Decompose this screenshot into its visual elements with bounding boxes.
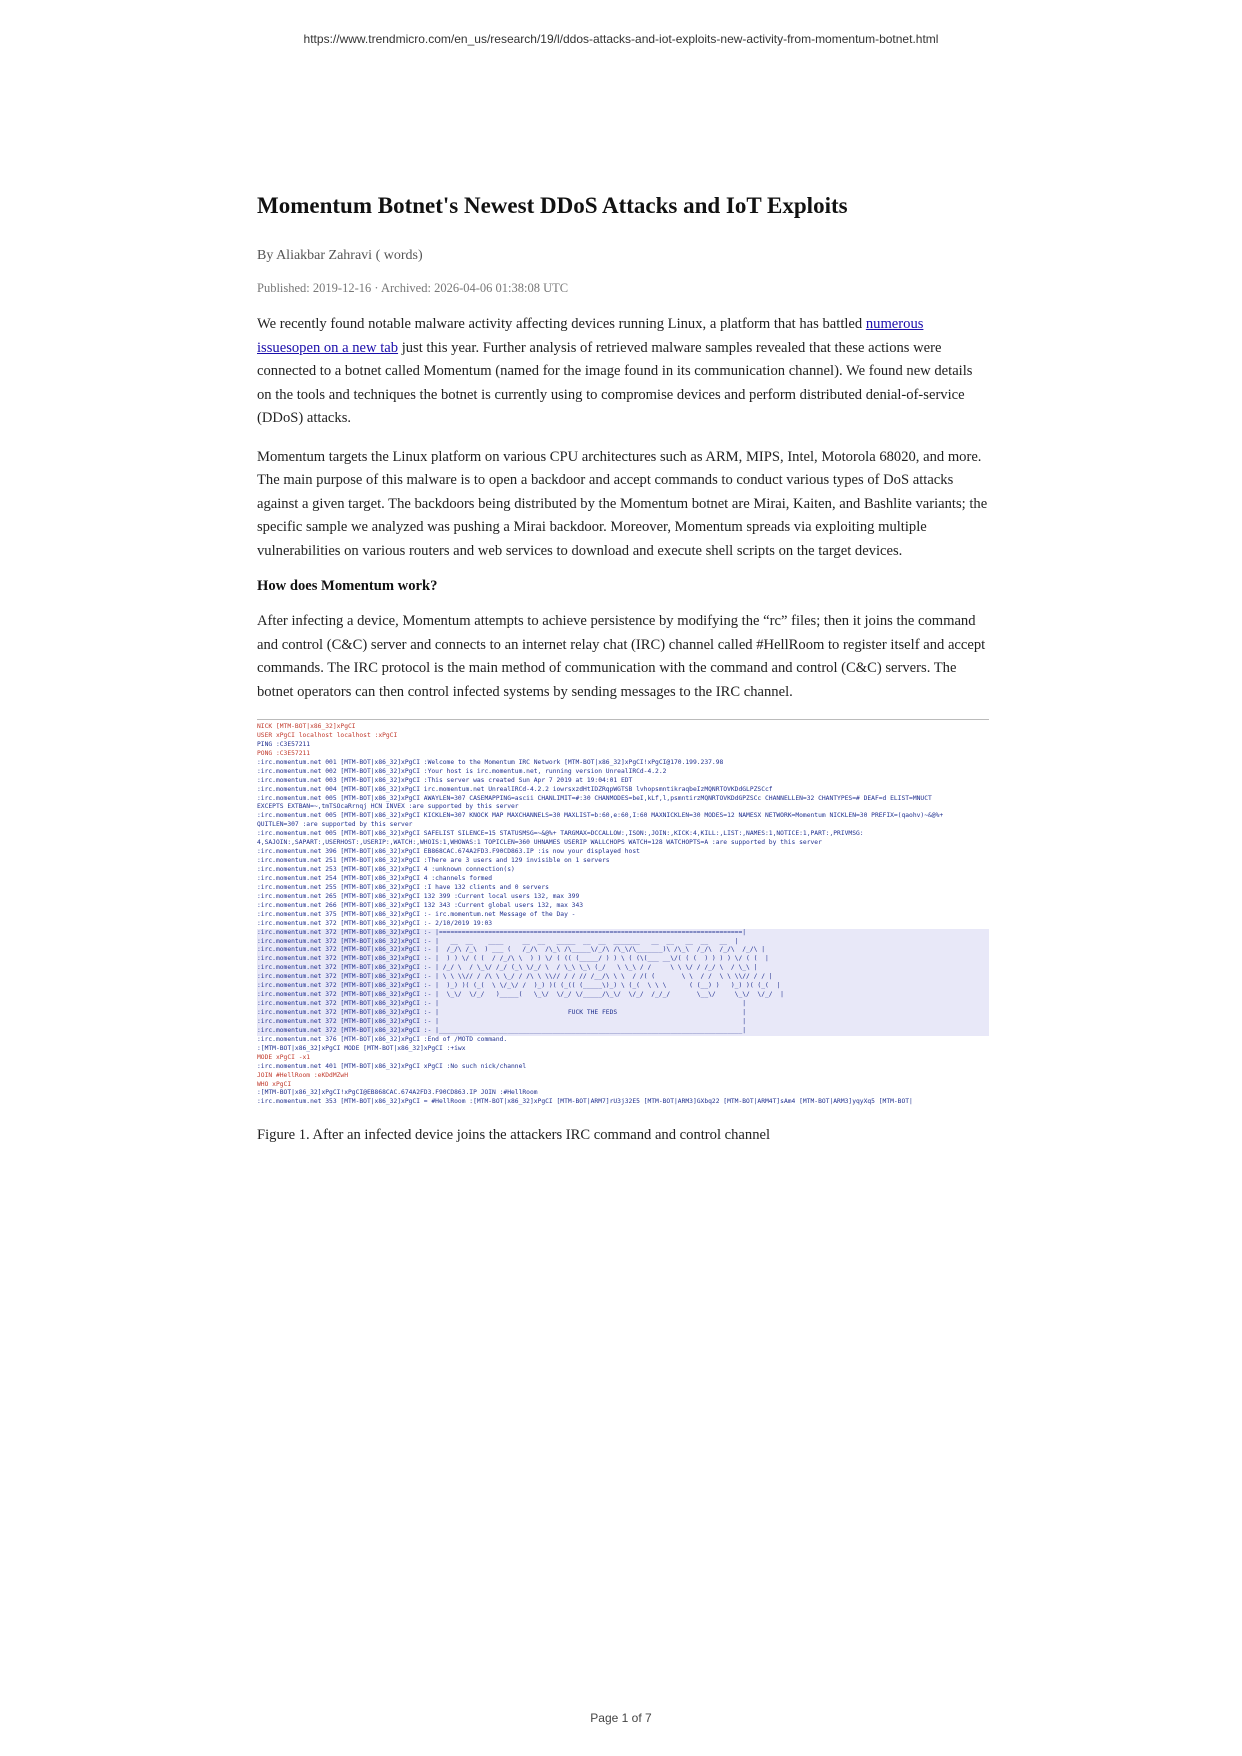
irc-log-line: :irc.momentum.net 372 [MTM-BOT|x86_32]xPgCI :- | FUCK THE FEDS | — [257, 1009, 989, 1018]
section-heading: How does Momentum work? — [257, 578, 438, 594]
irc-log-line: :irc.momentum.net 372 [MTM-BOT|x86_32]xPgCI :- | \ \ \\// / /\ \ \_/ / /\ \ \\// / / // /__/\ \ \ / /( ( \ \ / / \ \ \\// / / | — [257, 973, 989, 982]
irc-log-line: :irc.momentum.net 001 [MTM-BOT|x86_32]xPgCI :Welcome to the Momentum IRC Network [MTM-BOT|x86_32]xPgCI!xPgCI@170.199.237.98 — [257, 758, 724, 766]
numerous-issues-link[interactable]: numerous issuesopen on a new tab — [257, 316, 924, 356]
irc-log-line: 4,SAJOIN:,SAPART:,USERHOST:,USERIP:,WATCH:,WHOIS:1,WHOWAS:1 TOPICLEN=360 UHNAMES USERIP WALLCHOPS WATCH=128 WATCHOPTS=A :are supported by this server — [257, 839, 822, 847]
irc-log-line: :irc.momentum.net 003 [MTM-BOT|x86_32]xPgCI :This server was created Sun Apr 7 2019 at 19:04:01 EDT — [257, 776, 633, 784]
irc-log-line: :irc.momentum.net 372 [MTM-BOT|x86_32]xPgCI :- | | — [257, 1018, 989, 1027]
irc-log-line: PING :C3E57211 — [257, 740, 311, 748]
irc-log-line: :irc.momentum.net 251 [MTM-BOT|x86_32]xPgCI :There are 3 users and 129 invisible on 1 servers — [257, 857, 610, 865]
irc-log-line: EXCEPTS EXTBAN=~,tmTSOcaRrnqj HCN INVEX :are supported by this server — [257, 803, 519, 811]
irc-log-line: :irc.momentum.net 372 [MTM-BOT|x86_32]xPgCI :- | /_/\ /_\ ) ___ ( /_/\ /\_\ /\_____\/_/\ /\_\/\_______)\ /\_\ /_/\ /_/\ /_/\ | — [257, 946, 989, 955]
intro-text-end: just this year. Further analysis of retrieved malware samples revealed that these actions were connected to a botnet called Momentum (named for the image found in its communication channel). We found new details on the tools and techniques the botnet is currently using to compromise devices and perform distributed denial-of-service (DDoS) attacks. — [257, 339, 973, 426]
irc-log-line: :irc.momentum.net 375 [MTM-BOT|x86_32]xPgCI :- irc.momentum.net Message of the Day - — [257, 910, 576, 918]
irc-log-line: :irc.momentum.net 265 [MTM-BOT|x86_32]xPgCI 132 399 :Current local users 132, max 399 — [257, 892, 580, 900]
irc-log-line: QUITLEN=307 :are supported by this server — [257, 821, 413, 829]
irc-log-line: :irc.momentum.net 266 [MTM-BOT|x86_32]xPgCI 132 343 :Current global users 132, max 343 — [257, 901, 584, 909]
irc-log-line: :irc.momentum.net 372 [MTM-BOT|x86_32]xPgCI :- | /_/ \ / \_\/ /_/ (_\ \/_/ \ / \_\ \_\ (_/ \ \_\ / / \ \ \/ / /_/ \ / \_\ | — [257, 964, 989, 973]
irc-log-line: :irc.momentum.net 005 [MTM-BOT|x86_32]xPgCI AWAYLEN=307 CASEMAPPING=ascii CHANLIMIT=#:30 CHANMODES=beI,kLf,l,psmntirzMQNRTOVKDdGPZSCc CHANNELLEN=32 CHANTYPES=# DEAF=d ELIST=MNUCT — [257, 794, 932, 802]
article — [257, 190, 989, 1144]
irc-log-figure — [257, 719, 989, 1105]
irc-log-line: :irc.momentum.net 353 [MTM-BOT|x86_32]xPgCI = #HellRoom :[MTM-BOT|x86_32]xPgCI [MTM-BOT|ARM7]rU3j32E5 [MTM-BOT|ARM3]GXbq22 [MTM-BOT|ARM4T]sAm4 [MTM-BOT|ARM3]yqyXq5 [MTM-BOT| — [257, 1098, 913, 1105]
irc-log-line: :irc.momentum.net 005 [MTM-BOT|x86_32]xPgCI KICKLEN=307 KNOCK MAP MAXCHANNELS=30 MAXLIST=b:60,e:60,I:60 MAXNICKLEN=30 MODES=12 NAMESX NETWORK=Momentum NICKLEN=30 PREFIX=(qaohv)~&@%+ — [257, 812, 944, 820]
irc-log-line: :irc.momentum.net 372 [MTM-BOT|x86_32]xPgCI :- | ) ) \/ ( ( / /_/\ \ ) ) \/ ( (( (_____/ ) ) \ ( (\(___ __\/( ( ( ) ) ) ) \/ ( ( | — [257, 955, 989, 964]
irc-log-line: :irc.momentum.net 396 [MTM-BOT|x86_32]xPgCI EB868CAC.674A2FD3.F90CD863.IP :is now your displayed host — [257, 848, 640, 856]
irc-log-line: MODE xPgCI -x1 — [257, 1053, 311, 1061]
irc-log-line: :irc.momentum.net 002 [MTM-BOT|x86_32]xPgCI :Your host is irc.momentum.net, running version UnrealIRCd-4.2.2 — [257, 767, 667, 775]
irc-log-line: :irc.momentum.net 372 [MTM-BOT|x86_32]xPgCI :- | | — [257, 1000, 989, 1009]
irc-log-line: :[MTM-BOT|x86_32]xPgCI!xPgCI@EB868CAC.674A2FD3.F90CD863.IP JOIN :#HellRoom — [257, 1089, 538, 1097]
source-url: https://www.trendmicro.com/en_us/research/19/l/ddos-attacks-and-iot-exploits-new-activity-from-momentum-botnet.html — [303, 32, 939, 46]
intro-text-start: We recently found notable malware activity affecting devices running Linux, a platform that has battled — [257, 316, 866, 332]
irc-log-line: :irc.momentum.net 372 [MTM-BOT|x86_32]xPgCI :- | __ __ ____ __ __ _____ __ __ _______ __ __ __ __ __ | — [257, 938, 989, 947]
article-title: Momentum Botnet's Newest DDoS Attacks and IoT Exploits — [257, 193, 848, 218]
paragraph-targets: Momentum targets the Linux platform on various CPU architectures such as ARM, MIPS, Intel, Motorola 68020, and more. The main purpose of this malware is to open a backdoor and accept commands to conduct various types of DoS attacks against a given target. The backdoors being distributed by the Momentum botnet are Mirai, Kaiten, and Bashlite variants; the specific sample we analyzed was pushing a Mirai backdoor. Moreover, Momentum spreads via exploiting multiple vulnerabilities on various routers and web services to download and execute shell scripts on the target devices. — [257, 448, 988, 559]
irc-log-line: :irc.momentum.net 401 [MTM-BOT|x86_32]xPgCI xPgCI :No such nick/channel — [257, 1062, 527, 1070]
irc-log-line: :irc.momentum.net 372 [MTM-BOT|x86_32]xPgCI :- | \_\/ \/_/ )_____( \_\/ \/_/ \/_____/\_\/ \/_/ /_/_/ \__\/ \_\/ \/_/ | — [257, 991, 989, 1000]
irc-log-line: WHO xPgCI — [257, 1080, 292, 1088]
paragraph-intro — [257, 313, 989, 431]
irc-log-line: NICK [MTM-BOT|x86_32]xPgCI — [257, 723, 356, 730]
figure-caption: Figure 1. After an infected device joins the attackers IRC command and control channel — [257, 1127, 771, 1143]
irc-log-line: :irc.momentum.net 372 [MTM-BOT|x86_32]xPgCI :- | )_) )( (_( \ \/_\/ / )_) )( (_(( (_____\)_) \ (_( \ \ \ ( (__) ) )_) )( (_( | — [257, 982, 989, 991]
irc-log-line: :irc.momentum.net 372 [MTM-BOT|x86_32]xPgCI :- |================================================================================| — [257, 929, 989, 938]
irc-log-line: USER xPgCI localhost localhost :xPgCI — [257, 731, 398, 739]
irc-log-line: :irc.momentum.net 372 [MTM-BOT|x86_32]xPgCI :- |________________________________________________________________________________| — [257, 1027, 989, 1036]
irc-log-line: PONG :C3E57211 — [257, 749, 311, 757]
irc-log-line: :irc.momentum.net 004 [MTM-BOT|x86_32]xPgCI irc.momentum.net UnrealIRCd-4.2.2 iowrsxzdHtIDZRqpWGTSB lvhopsmntikraqbeIzMQNRTOVKDdGLPZSCcf — [257, 785, 773, 793]
irc-log-line: :[MTM-BOT|x86_32]xPgCI MODE [MTM-BOT|x86_32]xPgCI :+iwx — [257, 1044, 466, 1052]
irc-log-line: :irc.momentum.net 254 [MTM-BOT|x86_32]xPgCI 4 :channels formed — [257, 874, 493, 882]
paragraph-infection: After infecting a device, Momentum attempts to achieve persistence by modifying the “rc” files; then it joins the command and control (C&C) server and connects to an internet relay chat (IRC) channel called #HellRoom to register itself and accept commands. The IRC protocol is the main method of communication with the command and control (C&C) servers. The botnet operators can then control infected systems by sending messages to the IRC channel. — [257, 613, 986, 700]
irc-log-line: :irc.momentum.net 253 [MTM-BOT|x86_32]xPgCI 4 :unknown connection(s) — [257, 866, 515, 873]
publish-meta: Published: 2019-12-16 · Archived: 2026-04-06 01:38:08 UTC — [257, 281, 569, 295]
byline: By Aliakbar Zahravi ( words) — [257, 248, 423, 263]
irc-log-line: :irc.momentum.net 372 [MTM-BOT|x86_32]xPgCI :- 2/10/2019 19:03 — [257, 919, 493, 927]
irc-log-line: :irc.momentum.net 005 [MTM-BOT|x86_32]xPgCI SAFELIST SILENCE=15 STATUSMSG=~&@%+ TARGMAX=DCCALLOW:,ISON:,JOIN:,KICK:4,KILL:,LIST:,NAMES:1,NOTICE:1,PART:,PRIVMSG: — [257, 830, 864, 838]
irc-log-line: JOIN #HellRoom :eKDdMZwH — [257, 1071, 348, 1079]
irc-log-line: :irc.momentum.net 376 [MTM-BOT|x86_32]xPgCI :End of /MOTD command. — [257, 1035, 508, 1043]
irc-log-line: :irc.momentum.net 255 [MTM-BOT|x86_32]xPgCI :I have 132 clients and 0 servers — [257, 883, 549, 891]
page-number: Page 1 of 7 — [590, 1711, 652, 1725]
